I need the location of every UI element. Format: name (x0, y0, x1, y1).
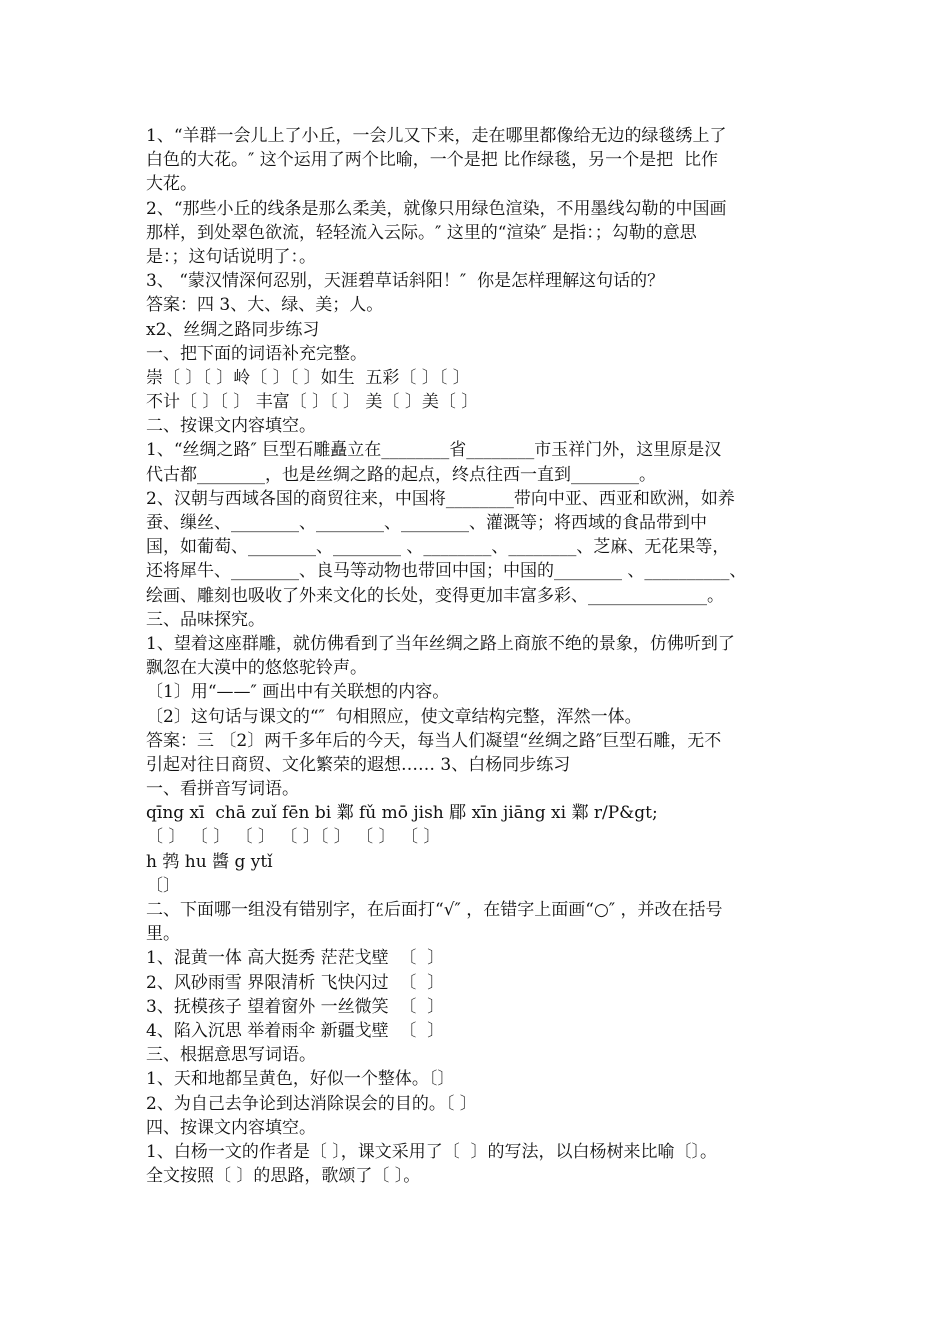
text-line: 1、白杨一文的作者是〔 〕，课文采用了〔 〕的写法，以白杨树来比喻〔〕。 (146, 1141, 718, 1162)
text-line: 2、“那些小丘的线条是那么柔美，就像只用绿色渲染，不用墨线勾勒的中国画 (146, 198, 727, 219)
question-heading: 二、下面哪一组没有错别字，在后面打“√″ ，在错字上面画“○″ ，并改在括号 (146, 900, 723, 920)
text-line: 3、抚模孩子 望着窗外 一丝微笑 〔 〕 (146, 996, 445, 1017)
text-line: 白色的大花。″ 这个运用了两个比喻，一个是把 比作绿毯，另一个是把 比作 (146, 150, 718, 171)
text-line: 2、风砂雨雪 界限清析 飞快闪过 〔 〕 (146, 972, 445, 993)
answer-line: 答案：四 3、大、绿、美；人。 (146, 295, 384, 316)
text-line: 3、 “蒙汉情深何忍别，天涯碧草话斜阳！″ 你是怎样理解这句话的？ (146, 271, 665, 292)
text-line: 〔2〕这句话与课文的“″ 句相照应，使文章结构完整，浑然一体。 (146, 706, 642, 727)
text-line: 引起对往日商贸、文化繁荣的遐想…… 3、白杨同步练习 (146, 754, 571, 775)
text-line: 2、汉朝与西域各国的商贸往来，中国将________带向中亚、西亚和欧洲，如养 (146, 488, 735, 509)
text-line: 全文按照〔 〕的思路，歌颂了〔 〕。 (146, 1166, 421, 1187)
text-line: 1、天和地都呈黄色，好似一个整体。〔〕 (146, 1069, 455, 1090)
text-line: 那样，到处翠色欲流，轻轻流入云际。″ 这里的“渲染″ 是指：；勾勒的意思 (146, 222, 697, 243)
text-line: 1、“羊群一会儿上了小丘，一会儿又下来，走在哪里都像给无边的绿毯绣上了 (146, 126, 727, 146)
text-line: 国，如葡萄、________、________ 、________、________、芝麻、无花果等， (146, 537, 730, 558)
text-line: 还将犀牛、________、良马等动物也带回中国；中国的________ 、__________、 (146, 561, 747, 582)
question-heading: 一、看拼音写词语。 (146, 779, 299, 800)
text-line: 崇〔 〕〔 〕岭〔 〕〔 〕如生 五彩〔 〕〔 〕 (146, 367, 470, 388)
text-line: 1、混黄一体 高大挺秀 茫茫戈壁 〔 〕 (146, 948, 445, 969)
section-title: x2、丝绸之路同步练习 (146, 319, 320, 340)
question-heading: 一、把下面的词语补充完整。 (146, 343, 367, 364)
text-line: 1、望着这座群雕，就仿佛看到了当年丝绸之路上商旅不绝的景象，仿佛听到了 (146, 633, 735, 654)
question-heading: 三、品味探究。 (146, 609, 265, 630)
question-heading: 三、根据意思写词语。 (146, 1045, 316, 1066)
text-line: 里。 (146, 924, 180, 945)
question-heading: 二、按课文内容填空。 (146, 416, 316, 437)
text-line: 〔 〕 〔 〕 〔 〕 〔 〕〔 〕 〔 〕 〔 〕 (146, 827, 441, 848)
text-line: 飘忽在大漠中的悠悠驼铃声。 (146, 658, 367, 679)
text-line: 代古都________，也是丝绸之路的起点，终点往西一直到________。 (146, 464, 656, 485)
answer-line: 答案：三 〔2〕两千多年后的今天，每当人们凝望“丝绸之路″巨型石雕，无不 (146, 730, 722, 751)
text-line: 〔1〕用“——″ 画出中有关联想的内容。 (146, 682, 450, 703)
text-line: 大花。 (146, 174, 197, 195)
text-line: 绘画、雕刻也吸收了外来文化的长处，变得更加丰富多彩、______________。 (146, 585, 724, 606)
pinyin-line: h 鹁 hu 醬 g ytǐ (146, 851, 273, 872)
text-line: 不计〔 〕〔 〕 丰富〔 〕〔 〕 美〔 〕美〔 〕 (146, 392, 479, 413)
text-line: 是：；这句话说明了：。 (146, 246, 316, 267)
text-line: 〔〕 (146, 875, 180, 896)
text-line: 1、“丝绸之路″ 巨型石雕矗立在________省________市玉祥门外，这里原是汉 (146, 440, 722, 461)
text-line: 2、为自己去争论到达消除误会的目的。〔 〕 (146, 1093, 477, 1114)
text-line: 蚕、缫丝、________、________、________、灌溉等；将西域的食品带到中 (146, 513, 707, 533)
pinyin-line: qīng xī chā zuǐ fēn bi 鄴 fǔ mō jish 郿 xīn jiāng xi 鄴 r/P&gt; (146, 803, 658, 824)
question-heading: 四、按课文内容填空。 (146, 1117, 316, 1138)
text-line: 4、陷入沉思 举着雨伞 新疆戈壁 〔 〕 (146, 1020, 445, 1041)
document-body (146, 124, 808, 1188)
